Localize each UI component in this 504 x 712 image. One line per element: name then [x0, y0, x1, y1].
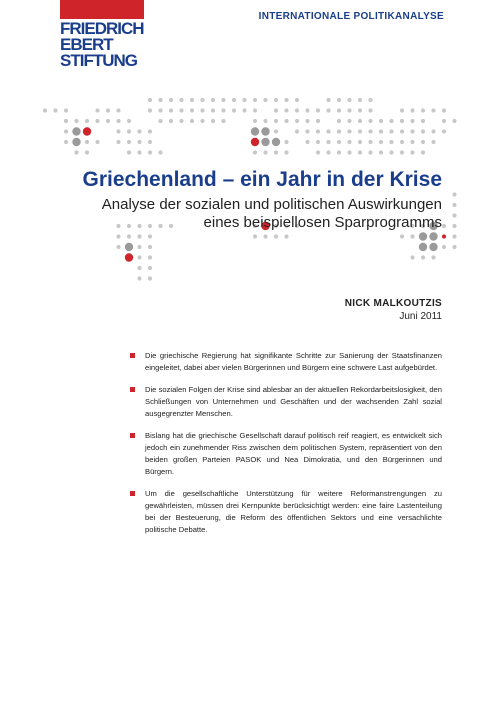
map-dot: [442, 108, 446, 112]
map-dot: [305, 140, 309, 144]
map-dot: [452, 203, 456, 207]
map-dot: [85, 119, 89, 123]
map-dot: [410, 108, 414, 112]
map-dot: [116, 129, 120, 133]
map-dot: [429, 232, 437, 240]
map-dot: [410, 119, 414, 123]
map-dot: [274, 150, 278, 154]
map-dot: [347, 140, 351, 144]
map-dot: [274, 108, 278, 112]
map-dot: [410, 140, 414, 144]
map-dot: [316, 140, 320, 144]
map-dot: [148, 150, 152, 154]
map-dot: [431, 108, 435, 112]
map-dot: [429, 243, 437, 251]
map-dot: [347, 129, 351, 133]
map-dot: [232, 98, 236, 102]
map-dot: [95, 140, 99, 144]
map-dot: [295, 119, 299, 123]
map-dot: [410, 129, 414, 133]
map-dot: [431, 140, 435, 144]
map-dot: [419, 243, 427, 251]
map-dot: [127, 150, 131, 154]
map-dot: [137, 234, 141, 238]
map-dot: [148, 98, 152, 102]
list-item: [130, 430, 442, 478]
map-dot: [137, 150, 141, 154]
map-dot: [358, 108, 362, 112]
map-dot: [368, 98, 372, 102]
map-dot: [326, 129, 330, 133]
map-dot: [379, 150, 383, 154]
map-dot: [74, 150, 78, 154]
map-dot: [261, 127, 269, 135]
map-dot: [211, 98, 215, 102]
map-dot: [137, 140, 141, 144]
map-dot: [158, 108, 162, 112]
map-dot: [64, 129, 68, 133]
map-dot: [431, 129, 435, 133]
map-dot: [137, 266, 141, 270]
map-dot: [72, 138, 80, 146]
map-dot: [284, 119, 288, 123]
map-dot: [368, 119, 372, 123]
map-dot: [347, 108, 351, 112]
map-dot: [452, 234, 456, 238]
map-dot: [358, 98, 362, 102]
map-dot: [169, 119, 173, 123]
map-dot: [284, 234, 288, 238]
bullet-square-icon: [130, 387, 135, 392]
map-dot: [274, 119, 278, 123]
map-dot: [337, 108, 341, 112]
map-dot: [337, 150, 341, 154]
map-dot: [389, 119, 393, 123]
map-dot: [137, 245, 141, 249]
logo-line-2: EBERT: [60, 35, 113, 54]
map-dot: [452, 224, 456, 228]
map-dot: [452, 245, 456, 249]
map-dot: [106, 119, 110, 123]
map-dot: [368, 108, 372, 112]
map-dot: [389, 150, 393, 154]
map-dot: [221, 108, 225, 112]
map-dot: [305, 108, 309, 112]
map-dot: [263, 119, 267, 123]
map-dot: [211, 119, 215, 123]
map-dot: [442, 224, 446, 228]
map-dot: [200, 98, 204, 102]
map-dot: [179, 119, 183, 123]
map-dot: [379, 129, 383, 133]
map-dot: [116, 108, 120, 112]
map-dot: [169, 98, 173, 102]
map-dot: [263, 150, 267, 154]
map-dot: [347, 119, 351, 123]
map-dot: [158, 98, 162, 102]
map-dot: [272, 138, 280, 146]
map-dot: [148, 245, 152, 249]
map-dot: [305, 119, 309, 123]
map-dot: [274, 129, 278, 133]
map-dot: [263, 234, 267, 238]
map-dot: [158, 150, 162, 154]
map-dot: [368, 129, 372, 133]
map-dot: [337, 119, 341, 123]
map-dot: [368, 140, 372, 144]
map-dot: [148, 140, 152, 144]
map-dot: [410, 255, 414, 259]
map-dot: [326, 98, 330, 102]
map-dot: [400, 108, 404, 112]
map-dot: [358, 119, 362, 123]
map-dot: [274, 234, 278, 238]
map-dot: [116, 245, 120, 249]
map-dot: [253, 234, 257, 238]
map-dot: [368, 150, 372, 154]
subtitle-line-2: eines beispiellosen Sparprogramms: [203, 214, 442, 231]
map-dot: [421, 140, 425, 144]
map-dot: [127, 234, 131, 238]
map-dot: [43, 108, 47, 112]
bullet-square-icon: [130, 491, 135, 496]
map-dot: [116, 119, 120, 123]
subtitle-line-1: Analyse der sozialen und politischen Auswirkungen: [101, 196, 442, 213]
map-dot: [116, 234, 120, 238]
map-dot: [284, 140, 288, 144]
map-dot: [358, 129, 362, 133]
map-dot: [251, 138, 259, 146]
map-dot: [316, 129, 320, 133]
map-dot: [295, 108, 299, 112]
map-dot: [295, 129, 299, 133]
map-dot: [125, 253, 133, 261]
map-dot: [326, 140, 330, 144]
map-dot: [274, 98, 278, 102]
map-dot: [190, 98, 194, 102]
map-dot: [148, 234, 152, 238]
list-item: [130, 488, 442, 536]
map-dot: [337, 140, 341, 144]
map-dot: [442, 245, 446, 249]
map-dot: [442, 129, 446, 133]
map-dot: [263, 98, 267, 102]
map-dot: [137, 129, 141, 133]
map-dot: [242, 108, 246, 112]
logo-red-bar: [60, 0, 144, 19]
map-dot: [442, 234, 446, 238]
map-dot: [452, 213, 456, 217]
map-dot: [389, 140, 393, 144]
map-dot: [421, 150, 425, 154]
map-dot: [53, 108, 57, 112]
map-dot: [326, 108, 330, 112]
map-dot: [137, 276, 141, 280]
map-dot: [148, 276, 152, 280]
map-dot: [211, 108, 215, 112]
map-dot: [116, 140, 120, 144]
map-dot: [358, 140, 362, 144]
series-label: INTERNATIONALE POLITIKANALYSE: [258, 11, 444, 22]
list-item-text: Um die gesellschaftliche Unterstützung für weitere Reformanstrengungen zu gewährleisten, müssen drei Kernpunkte berücksichtigt werden: eine faire Lastenteilung bei der Besteuerung, die Reform des öffentlichen Sektors und eine versachlichte politische Debatte.: [145, 489, 442, 534]
map-dot: [74, 119, 78, 123]
map-dot: [284, 98, 288, 102]
map-dot: [410, 150, 414, 154]
map-dot: [452, 192, 456, 196]
map-dot: [242, 98, 246, 102]
map-dot: [64, 108, 68, 112]
map-dot: [200, 119, 204, 123]
map-dot: [347, 150, 351, 154]
map-dot: [421, 108, 425, 112]
map-dot: [137, 255, 141, 259]
map-dot: [400, 140, 404, 144]
map-dot: [421, 129, 425, 133]
map-dot: [400, 119, 404, 123]
map-dot: [232, 108, 236, 112]
map-dot: [85, 140, 89, 144]
map-dot: [148, 266, 152, 270]
map-dot: [337, 129, 341, 133]
map-dot: [379, 140, 383, 144]
map-dot: [442, 119, 446, 123]
map-dot: [179, 108, 183, 112]
map-dot: [295, 98, 299, 102]
map-dot: [421, 119, 425, 123]
map-dot: [72, 127, 80, 135]
page-subtitle: [0, 196, 442, 232]
map-dot: [148, 108, 152, 112]
map-dot: [64, 119, 68, 123]
map-dot: [200, 108, 204, 112]
publication-date: Juni 2011: [399, 311, 442, 322]
map-dot: [95, 119, 99, 123]
map-dot: [421, 255, 425, 259]
map-dot: [85, 150, 89, 154]
map-dot: [64, 140, 68, 144]
author-name: NICK MALKOUTZIS: [344, 298, 442, 309]
map-dot: [316, 150, 320, 154]
map-dot: [400, 129, 404, 133]
map-dot: [253, 108, 257, 112]
map-dot: [158, 119, 162, 123]
page-title: Griechenland – ein Jahr in der Krise: [82, 168, 442, 191]
map-dot: [326, 150, 330, 154]
list-item: [130, 384, 442, 420]
bullet-square-icon: [130, 353, 135, 358]
map-dot: [169, 108, 173, 112]
map-dot: [127, 129, 131, 133]
list-item: [130, 350, 442, 374]
map-dot: [253, 98, 257, 102]
map-dot: [125, 243, 133, 251]
list-item-text: Die sozialen Folgen der Krise sind ablesbar an der aktuellen Rekordarbeitslosigkeit, den Schließungen von Unternehmen und Geschäften und der wachsenden Zahl sozial ausgegrenzter Menschen.: [145, 385, 442, 418]
logo-line-3: STIFTUNG: [60, 51, 137, 70]
map-dot: [316, 119, 320, 123]
map-dot: [284, 150, 288, 154]
map-dot: [148, 255, 152, 259]
key-points-list: [130, 350, 442, 546]
bullet-square-icon: [130, 433, 135, 438]
map-dot: [261, 138, 269, 146]
map-dot: [431, 255, 435, 259]
list-item-text: Die griechische Regierung hat signifikante Schritte zur Sanierung der Staatsfinanzen eingeleitet, dabei aber vielen Bürgerinnen und Bürgern eine schwere Last aufgebürdet.: [145, 351, 442, 372]
map-dot: [253, 150, 257, 154]
map-dot: [83, 127, 91, 135]
map-dot: [284, 108, 288, 112]
map-dot: [389, 129, 393, 133]
map-dot: [127, 140, 131, 144]
logo-line-1: FRIEDRICH: [60, 19, 144, 38]
map-dot: [148, 129, 152, 133]
foundation-logo: [60, 0, 150, 76]
map-dot: [379, 119, 383, 123]
map-dot: [190, 108, 194, 112]
map-dot: [253, 119, 257, 123]
map-dot: [305, 129, 309, 133]
map-dot: [127, 119, 131, 123]
map-dot: [190, 119, 194, 123]
map-dot: [400, 234, 404, 238]
map-dot: [410, 234, 414, 238]
map-dot: [452, 119, 456, 123]
map-dot: [106, 108, 110, 112]
map-dot: [419, 232, 427, 240]
map-dot: [221, 119, 225, 123]
map-dot: [95, 108, 99, 112]
map-dot: [358, 150, 362, 154]
map-dot: [179, 98, 183, 102]
map-dot: [251, 127, 259, 135]
map-dot: [316, 108, 320, 112]
map-dot: [400, 150, 404, 154]
map-dot: [221, 98, 225, 102]
list-item-text: Bislang hat die griechische Gesellschaft darauf politisch reif reagiert, es entwickelt sich jedoch ein zunehmender Riss zwischen dem politischen System, repräsentiert von den beiden großen Parteien PASOK und Nea Dimokratia, und den Bürgerinnen und Bürgern.: [145, 431, 442, 476]
map-dot: [337, 98, 341, 102]
map-dot: [347, 98, 351, 102]
